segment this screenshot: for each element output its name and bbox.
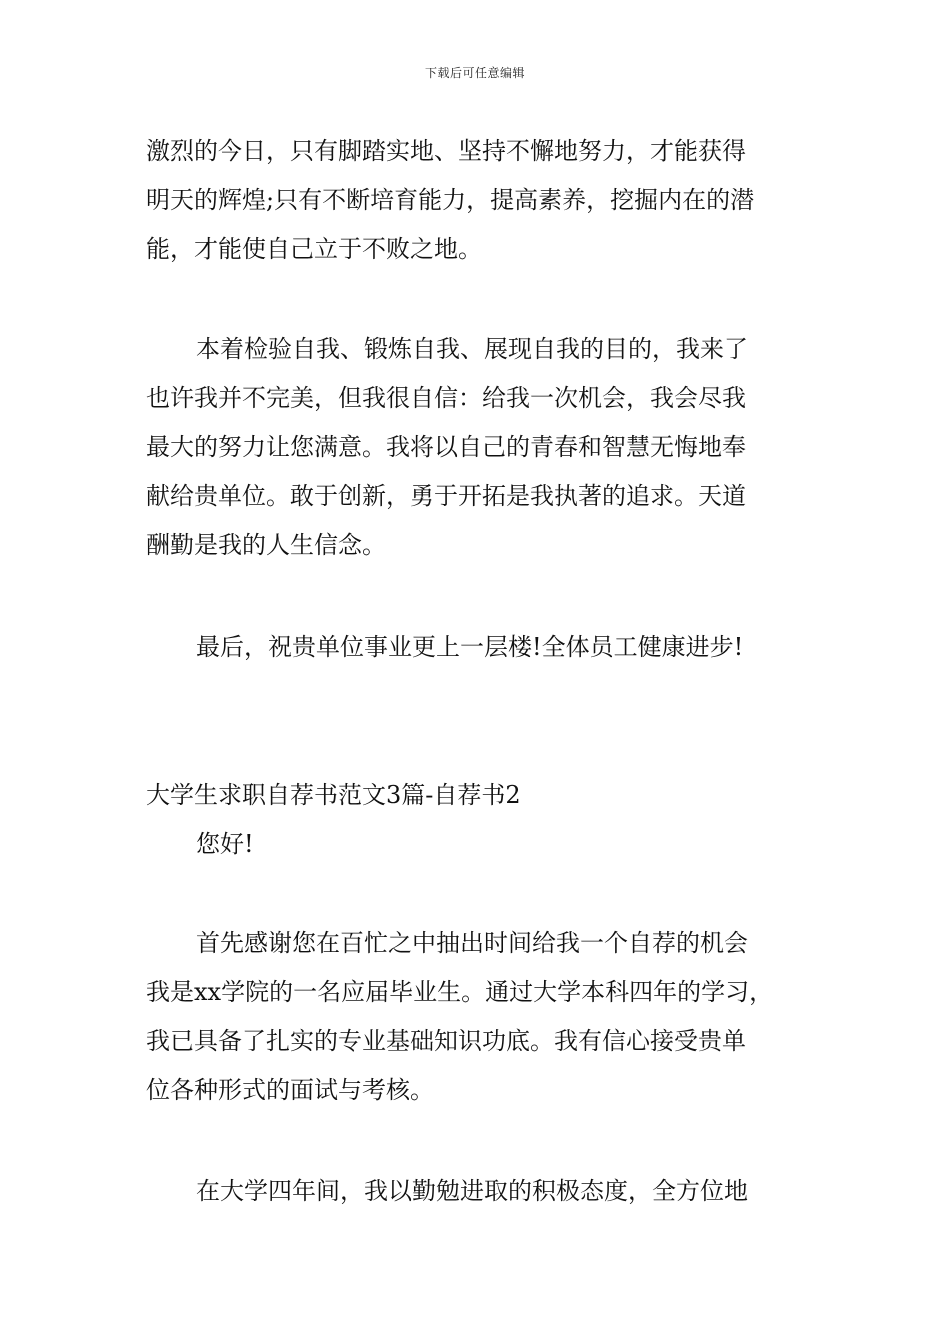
page-header-note: 下载后可任意编辑 bbox=[424, 66, 525, 80]
section-heading: 大学生求职自荐书范文3篇-自荐书2 bbox=[146, 781, 521, 809]
text-line: 能，才能使自己立于不败之地。 bbox=[146, 235, 482, 263]
text-line: 激烈的今日，只有脚踏实地、坚持不懈地努力，才能获得 bbox=[146, 137, 746, 165]
text-line: 酬勤是我的人生信念。 bbox=[146, 531, 386, 559]
text-line: 我是xx学院的一名应届毕业生。通过大学本科四年的学习， bbox=[146, 978, 774, 1006]
text-line: 明天的辉煌;只有不断培育能力，提高素养，挖掘内在的潜 bbox=[146, 186, 755, 214]
text-line: 也许我并不完美，但我很自信：给我一次机会，我会尽我 bbox=[146, 384, 746, 412]
text-line: 最后，祝贵单位事业更上一层楼!全体员工健康进步! bbox=[196, 633, 744, 661]
greeting: 您好! bbox=[196, 830, 254, 858]
text-line: 我已具备了扎实的专业基础知识功底。我有信心接受贵单 bbox=[146, 1027, 746, 1055]
text-line: 首先感谢您在百忙之中抽出时间给我一个自荐的机会 bbox=[196, 929, 748, 957]
text-line: 献给贵单位。敢于创新，勇于开拓是我执著的追求。天道 bbox=[146, 482, 746, 510]
text-line: 位各种形式的面试与考核。 bbox=[146, 1076, 434, 1104]
text-line: 在大学四年间，我以勤勉进取的积极态度，全方位地 bbox=[196, 1177, 748, 1205]
text-line: 最大的努力让您满意。我将以自己的青春和智慧无悔地奉 bbox=[146, 433, 746, 461]
text-line: 本着检验自我、锻炼自我、展现自我的目的，我来了 bbox=[196, 335, 748, 363]
